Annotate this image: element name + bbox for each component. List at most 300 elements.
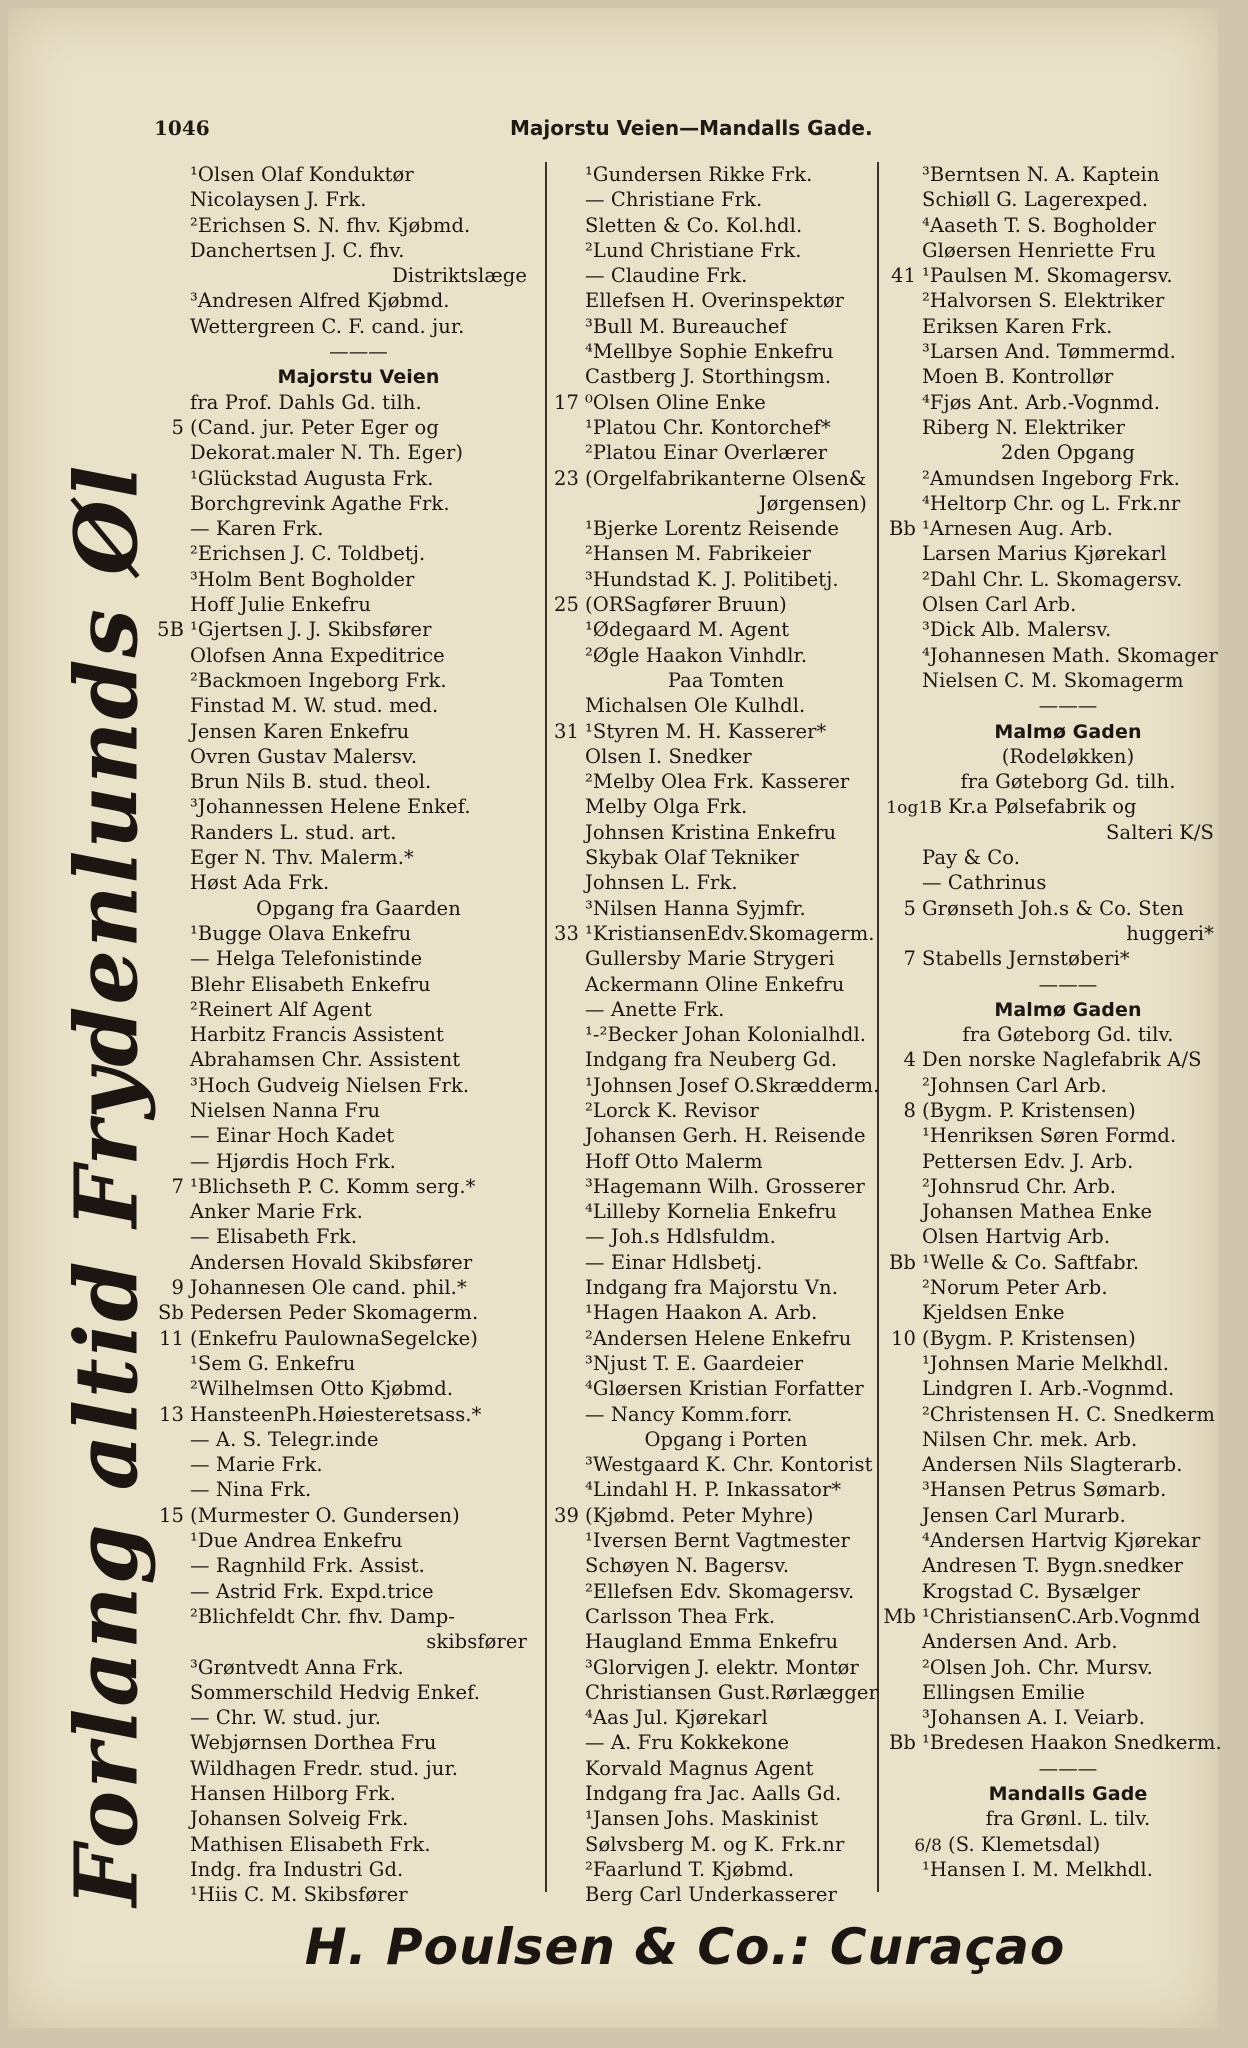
directory-entry (882, 1123, 1222, 1148)
entry-text: Schiøll G. Lagerexped. (922, 188, 1149, 212)
directory-entry (545, 719, 875, 744)
directory-entry (150, 1730, 535, 1755)
entry-text: Melby Olga Frk. (585, 795, 748, 819)
entry-text: ²Erichsen S. N. fhv. Kjøbmd. (190, 213, 471, 237)
entry-text: Salteri K/S (1106, 820, 1214, 844)
entry-text: Jensen Karen Enkefru (190, 719, 410, 743)
entry-text: ³Hoch Gudveig Nielsen Frk. (190, 1073, 470, 1097)
directory-entry (545, 1705, 875, 1730)
entry-text: ¹Platou Chr. Kontorchef* (585, 415, 831, 439)
directory-entry (882, 288, 1222, 313)
directory-entry (882, 1629, 1222, 1654)
directory-entry (545, 1149, 875, 1174)
entry-text: ¹Sem G. Enkefru (190, 1351, 356, 1375)
entry-text: ¹Hagen Haakon A. Arb. (585, 1301, 818, 1325)
directory-entry (150, 1680, 535, 1705)
entry-text: ⁴Gløersen Kristian Forfatter (585, 1377, 864, 1401)
entry-text: — Anette Frk. (585, 997, 725, 1021)
entry-text: ¹Iversen Bernt Vagtmester (585, 1529, 850, 1553)
directory-entry (545, 896, 875, 921)
entry-text: (Kjøbmd. Peter Myhre) (585, 1503, 814, 1527)
entry-text: ³Grøntvedt Anna Frk. (190, 1655, 404, 1679)
entry-text: ¹Due Andrea Enkefru (190, 1529, 403, 1553)
entry-text: ⁴Fjøs Ant. Arb.-Vognmd. (922, 390, 1161, 414)
entry-text: ⁴Lilleby Kornelia Enkefru (585, 1200, 837, 1224)
entry-text: Sølvsberg M. og K. Frk.nr (585, 1832, 845, 1856)
directory-entry (882, 820, 1222, 845)
entry-text: Krogstad C. Bysælger (922, 1579, 1141, 1603)
entry-text: Eger N. Thv. Malerm.* (190, 846, 414, 870)
directory-entry (150, 1351, 535, 1376)
entry-text: Nielsen C. M. Skomagerm (922, 668, 1184, 692)
directory-entry (150, 896, 535, 921)
directory-entry (882, 794, 1222, 819)
entry-text: — A. Fru Kokkekone (585, 1731, 790, 1755)
directory-entry (150, 997, 535, 1022)
directory-entry (545, 1680, 878, 1705)
entry-text: Korvald Magnus Agent (585, 1756, 814, 1780)
directory-entry (150, 1882, 535, 1907)
house-number: 7 (171, 1174, 184, 1198)
directory-entry (882, 1174, 1222, 1199)
directory-entry (150, 567, 535, 592)
entry-text: Danchertsen J. C. fhv. (190, 238, 405, 262)
directory-entry (545, 1376, 875, 1401)
entry-text: ¹Jansen Johs. Maskinist (585, 1807, 819, 1831)
entry-text: Finstad M. W. stud. med. (190, 694, 439, 718)
directory-entry (150, 1528, 535, 1553)
directory-entry (150, 1579, 535, 1604)
entry-text: ⁴Aas Jul. Kjørekarl (585, 1706, 768, 1730)
directory-entry (882, 1756, 1222, 1781)
house-number: 1og1B (886, 798, 942, 819)
entry-text: — Ragnhild Frk. Assist. (190, 1554, 425, 1578)
entry-text: Wettergreen C. F. cand. jur. (190, 314, 465, 338)
directory-entry (882, 187, 1222, 212)
entry-text: Randers L. stud. art. (190, 820, 397, 844)
directory-entry (882, 1149, 1222, 1174)
entry-text: ¹Arnesen Aug. Arb. (922, 517, 1114, 541)
directory-entry (882, 415, 1222, 440)
house-number: 25 (553, 593, 579, 617)
directory-entry (882, 1680, 1222, 1705)
directory-entry (150, 491, 535, 516)
entry-text: Ellefsen H. Overinspektør (585, 289, 845, 313)
directory-entry (545, 1806, 875, 1831)
entry-text: ³Nilsen Hanna Syjmfr. (585, 896, 806, 920)
directory-entry (150, 1224, 535, 1249)
directory-entry (882, 213, 1222, 238)
house-number: 11 (158, 1326, 184, 1350)
entry-text: ³Andresen Alfred Kjøbmd. (190, 289, 450, 313)
entry-text: fra Prof. Dahls Gd. tilh. (190, 390, 422, 414)
entry-text: Webjørnsen Dorthea Fru (190, 1731, 437, 1755)
directory-entry (150, 820, 535, 845)
directory-entry (545, 643, 875, 668)
entry-text: Sletten & Co. Kol.hdl. (585, 213, 803, 237)
directory-entry (150, 238, 535, 263)
house-number: Mb (883, 1604, 916, 1628)
directory-entry (545, 1629, 875, 1654)
entry-text: ³Hundstad K. J. Politibetj. (585, 567, 839, 591)
directory-entry (150, 1705, 535, 1730)
house-number: 31 (553, 719, 579, 743)
directory-entry (150, 466, 535, 491)
entry-text: Wildhagen Fredr. stud. jur. (190, 1756, 459, 1780)
entry-text: — Helga Telefonistinde (190, 947, 423, 971)
entry-text: (Orgelfabrikanterne Olsen& (585, 466, 867, 490)
entry-text: fra Gøteborg Gd. tilh. (960, 770, 1176, 794)
directory-entry (882, 744, 1222, 769)
directory-entry (545, 744, 875, 769)
directory-entry (545, 1351, 875, 1376)
directory-entry (882, 896, 1222, 921)
directory-entry (150, 263, 535, 288)
directory-entry (545, 1174, 875, 1199)
entry-text: ³Hagemann Wilh. Grosserer (585, 1174, 865, 1198)
directory-entry (882, 1250, 1222, 1275)
entry-text: ⁴Aaseth T. S. Bogholder (922, 213, 1156, 237)
directory-entry (545, 1300, 875, 1325)
entry-text: Olsen I. Snedker (585, 744, 752, 768)
directory-entry (150, 1781, 535, 1806)
entry-text: ³Johannessen Helene Enkef. (190, 795, 471, 819)
entry-text: ²Johnsen Carl Arb. (922, 1073, 1107, 1097)
directory-entry (882, 1452, 1222, 1477)
directory-entry (150, 339, 535, 364)
directory-entry (150, 845, 535, 870)
directory-entry (545, 1604, 875, 1629)
directory-entry (882, 769, 1222, 794)
entry-text: Jørgensen) (758, 491, 867, 515)
house-number: Sb (157, 1301, 184, 1325)
entry-text: ¹Ødegaard M. Agent (585, 618, 790, 642)
directory-entry (545, 1275, 875, 1300)
directory-entry (150, 668, 535, 693)
entry-text: — Elisabeth Frk. (190, 1225, 358, 1249)
entry-text: skibsfører (426, 1630, 527, 1654)
house-number: 33 (553, 921, 579, 945)
entry-text: ³Njust T. E. Gaardeier (585, 1351, 804, 1375)
house-number: 5 (171, 415, 184, 439)
entry-text: Andresen T. Bygn.snedker (922, 1554, 1184, 1578)
entry-text: ²Lund Christiane Frk. (585, 238, 802, 262)
house-number: 9 (171, 1276, 184, 1300)
directory-entry (150, 1402, 535, 1427)
directory-entry (545, 1326, 875, 1351)
directory-entry (545, 1553, 875, 1578)
directory-entry (545, 1250, 875, 1275)
directory-entry (545, 364, 875, 389)
directory-entry (882, 870, 1222, 895)
directory-entry (150, 390, 535, 415)
entry-text: Kjeldsen Enke (922, 1301, 1065, 1325)
entry-text: Harbitz Francis Assistent (190, 1023, 444, 1047)
entry-text: Lindgren I. Arb.-Vognmd. (922, 1377, 1175, 1401)
directory-entry (545, 769, 875, 794)
directory-entry (545, 187, 875, 212)
directory-entry (882, 719, 1222, 744)
entry-text: Opgang fra Gaarden (256, 896, 461, 920)
house-number: 41 (890, 264, 916, 288)
directory-entry (150, 1427, 535, 1452)
entry-text: Malmø Gaden (994, 720, 1142, 743)
directory-entry (882, 1730, 1222, 1755)
directory-entry (882, 1832, 1222, 1857)
directory-entry (150, 1250, 535, 1275)
entry-text: ³Glorvigen J. elektr. Montør (585, 1655, 859, 1679)
directory-entry (882, 1022, 1222, 1047)
entry-text: (Enkefru PaulownaSegelcke) (190, 1326, 478, 1350)
house-number: 23 (553, 466, 579, 490)
entry-text: ¹Gjertsen J. J. Skibsfører (190, 618, 432, 642)
entry-text: Hoff Julie Enkefru (190, 593, 372, 617)
entry-text: (ORSagfører Bruun) (585, 593, 787, 617)
directory-entry (882, 643, 1222, 668)
entry-text: Kr.a Pølsefabrik og (948, 795, 1137, 819)
entry-text: ³Larsen And. Tømmermd. (922, 340, 1176, 364)
house-number: 5 (903, 896, 916, 920)
entry-text: HansteenPh.Høiesteretsass.* (190, 1402, 482, 1426)
entry-text: Ovren Gustav Malersv. (190, 744, 418, 768)
directory-entry (150, 1477, 535, 1502)
directory-entry (150, 1857, 535, 1882)
entry-text: — Nancy Komm.forr. (585, 1402, 793, 1426)
entry-text: ⁴Lindahl H. P. Inkassator* (585, 1478, 842, 1502)
directory-entry (545, 1882, 875, 1907)
entry-text: ⁴Heltorp Chr. og L. Frk.nr (922, 491, 1181, 515)
house-number: 6/8 (914, 1835, 942, 1856)
house-number: 7 (903, 947, 916, 971)
directory-entry (882, 491, 1222, 516)
entry-text: 2den Opgang (1001, 441, 1135, 465)
column-middle (545, 162, 880, 1907)
entry-text: Paa Tomten (667, 668, 785, 692)
directory-entry (882, 1806, 1222, 1831)
entry-text: Castberg J. Storthingsm. (585, 365, 832, 389)
directory-entry (882, 466, 1222, 491)
entry-text: Schøyen N. Bagersv. (585, 1554, 790, 1578)
directory-entry (150, 592, 535, 617)
directory-entry (882, 1376, 1222, 1401)
entry-text: ²Christensen H. C. Snedkerm (922, 1402, 1215, 1426)
side-advertisement (52, 463, 162, 1907)
entry-text: ¹Blichseth P. C. Komm serg.* (190, 1174, 476, 1198)
directory-entry (150, 1123, 535, 1148)
house-number: Bb (888, 1250, 916, 1274)
directory-entry (882, 1275, 1222, 1300)
entry-text: Johnsen Kristina Enkefru (585, 820, 837, 844)
entry-text: ²Erichsen J. C. Toldbetj. (190, 542, 426, 566)
directory-entry (545, 162, 875, 187)
entry-text: Grønseth Joh.s & Co. Sten (922, 896, 1184, 920)
directory-entry (150, 1098, 535, 1123)
entry-text: Mandalls Gade (988, 1783, 1148, 1805)
directory-entry (882, 1781, 1222, 1806)
entry-text: ——— (329, 340, 388, 364)
entry-text: ²Faarlund T. Kjøbmd. (585, 1857, 795, 1881)
directory-entry (882, 1098, 1222, 1123)
entry-text: — Cathrinus (922, 871, 1047, 895)
entry-text: Nilsen Chr. mek. Arb. (922, 1427, 1138, 1451)
entry-text: — Claudine Frk. (585, 264, 748, 288)
entry-text: ²Platou Einar Overlærer (585, 441, 828, 465)
entry-text: ³Bull M. Bureauchef (585, 314, 787, 338)
entry-text: Blehr Elisabeth Enkefru (190, 972, 431, 996)
page-number: 1046 (154, 116, 210, 140)
entry-text: — Chr. W. stud. jur. (190, 1706, 382, 1730)
entry-text: Pedersen Peder Skomagerm. (190, 1301, 479, 1325)
directory-entry (882, 1326, 1222, 1351)
entry-text: (Murmester O. Gundersen) (190, 1503, 460, 1527)
directory-entry (150, 1022, 535, 1047)
directory-entry (545, 1402, 875, 1427)
directory-entry (882, 1503, 1222, 1528)
directory-entry (150, 288, 535, 313)
directory-entry (150, 870, 535, 895)
directory-entry (882, 693, 1222, 718)
house-number: 10 (890, 1326, 916, 1350)
directory-entry (545, 1756, 875, 1781)
entry-text: ²Olsen Joh. Chr. Mursv. (922, 1655, 1153, 1679)
directory-entry (882, 1477, 1222, 1502)
directory-entry (882, 592, 1222, 617)
entry-text: Andersen Nils Slagterarb. (922, 1453, 1183, 1477)
directory-entry (545, 516, 875, 541)
directory-entry (150, 1073, 535, 1098)
entry-text: Hansen Hilborg Frk. (190, 1782, 396, 1805)
entry-text: ——— (1038, 1756, 1098, 1780)
entry-text: Larsen Marius Kjørekarl (922, 542, 1167, 566)
directory-entry (882, 946, 1222, 971)
entry-text: Hoff Otto Malerm (585, 1149, 763, 1173)
entry-text: Eriksen Karen Frk. (922, 314, 1113, 338)
directory-entry (545, 466, 875, 491)
entry-text: — Marie Frk. (190, 1453, 323, 1477)
house-number: 39 (553, 1503, 579, 1527)
entry-text: Borchgrevink Agathe Frk. (190, 491, 450, 515)
directory-entry (545, 288, 875, 313)
directory-entry (882, 263, 1222, 288)
entry-text: Anker Marie Frk. (190, 1200, 363, 1224)
house-number: 4 (903, 1048, 916, 1072)
entry-text: Johannesen Ole cand. phil.* (190, 1276, 467, 1300)
directory-entry (545, 491, 875, 516)
directory-entry (882, 516, 1222, 541)
directory-entry (545, 1022, 875, 1047)
directory-entry (545, 794, 875, 819)
directory-entry (882, 567, 1222, 592)
directory-entry (150, 516, 535, 541)
entry-text: Ellingsen Emilie (922, 1680, 1085, 1704)
directory-entry (545, 997, 875, 1022)
entry-text: — Christiane Frk. (585, 188, 763, 212)
directory-entry (882, 314, 1222, 339)
directory-entry (150, 693, 535, 718)
entry-text: (Cand. jur. Peter Eger og (190, 415, 439, 439)
directory-entry (150, 1300, 535, 1325)
directory-entry (882, 1402, 1222, 1427)
entry-text: — Karen Frk. (190, 517, 324, 541)
entry-text: ³Dick Alb. Malersv. (922, 618, 1112, 642)
entry-text: ¹Johnsen Marie Melkhdl. (922, 1351, 1170, 1375)
directory-entry (150, 794, 535, 819)
directory-entry (150, 1832, 535, 1857)
entry-text: Haugland Emma Enkefru (585, 1630, 839, 1654)
directory-entry (882, 1528, 1222, 1553)
entry-text: Carlsson Thea Frk. (585, 1604, 776, 1628)
directory-entry (150, 921, 535, 946)
directory-entry (150, 1199, 535, 1224)
directory-entry (545, 238, 875, 263)
entry-text: ²Andersen Helene Enkefru (585, 1326, 852, 1350)
directory-entry (882, 541, 1222, 566)
page-header (150, 112, 1220, 152)
entry-text: Høst Ada Frk. (190, 871, 330, 895)
directory-entry (545, 1452, 875, 1477)
directory-entry (882, 1579, 1222, 1604)
directory-entry (882, 617, 1222, 642)
entry-text: Opgang i Porten (644, 1427, 808, 1451)
directory-entry (545, 1047, 875, 1072)
entry-text: ²Lorck K. Revisor (585, 1098, 759, 1122)
directory-entry (150, 541, 535, 566)
directory-entry (545, 592, 875, 617)
entry-text: ²Øgle Haakon Vinhdlr. (585, 643, 808, 667)
directory-entry (150, 1047, 535, 1072)
directory-entry (150, 187, 535, 212)
directory-entry (545, 1427, 875, 1452)
directory-entry (150, 162, 535, 187)
directory-entry (882, 1300, 1222, 1325)
directory-entry (545, 314, 875, 339)
directory-entry (150, 1806, 535, 1831)
entry-text: Olsen Hartvig Arb. (922, 1225, 1111, 1249)
directory-entry (545, 390, 875, 415)
house-number: Bb (888, 517, 916, 541)
directory-entry (545, 415, 875, 440)
directory-entry (882, 845, 1222, 870)
house-number: 5B (157, 618, 184, 642)
entry-text: Riberg N. Elektriker (922, 415, 1126, 439)
directory-entry (545, 820, 875, 845)
directory-entry (882, 238, 1222, 263)
directory-entry (882, 1553, 1222, 1578)
directory-entry (545, 567, 875, 592)
entry-text: ²Wilhelmsen Otto Kjøbmd. (190, 1377, 454, 1401)
entry-text: ¹Welle & Co. Saftfabr. (922, 1250, 1140, 1274)
entry-text: Johnsen L. Frk. (585, 871, 738, 895)
entry-text: — Hjørdis Hoch Frk. (190, 1149, 396, 1173)
directory-entry (545, 1528, 875, 1553)
house-number: 13 (158, 1402, 184, 1426)
directory-entry (545, 870, 875, 895)
entry-text: Gullersby Marie Strygeri (585, 947, 835, 971)
column-rule-2 (877, 162, 879, 1892)
entry-text: ¹Olsen Olaf Konduktør (190, 163, 414, 186)
entry-text: fra Grønl. L. tilv. (985, 1807, 1151, 1831)
entry-text: — Joh.s Hdlsfuldm. (585, 1225, 776, 1249)
entry-text: ³Holm Bent Bogholder (190, 567, 415, 591)
entry-text: Johansen Gerh. H. Reisende (585, 1124, 866, 1148)
directory-entry (150, 1756, 535, 1781)
entry-text: (Rodeløkken) (1001, 744, 1135, 768)
directory-entry (882, 1604, 1222, 1629)
directory-entry (150, 972, 535, 997)
side-ad-text: Forlang altid Frydenlunds Øl (56, 463, 158, 1907)
entry-text: ³Berntsen N. A. Kaptein (922, 163, 1160, 186)
entry-text: — Einar Hdlsbetj. (585, 1250, 763, 1274)
